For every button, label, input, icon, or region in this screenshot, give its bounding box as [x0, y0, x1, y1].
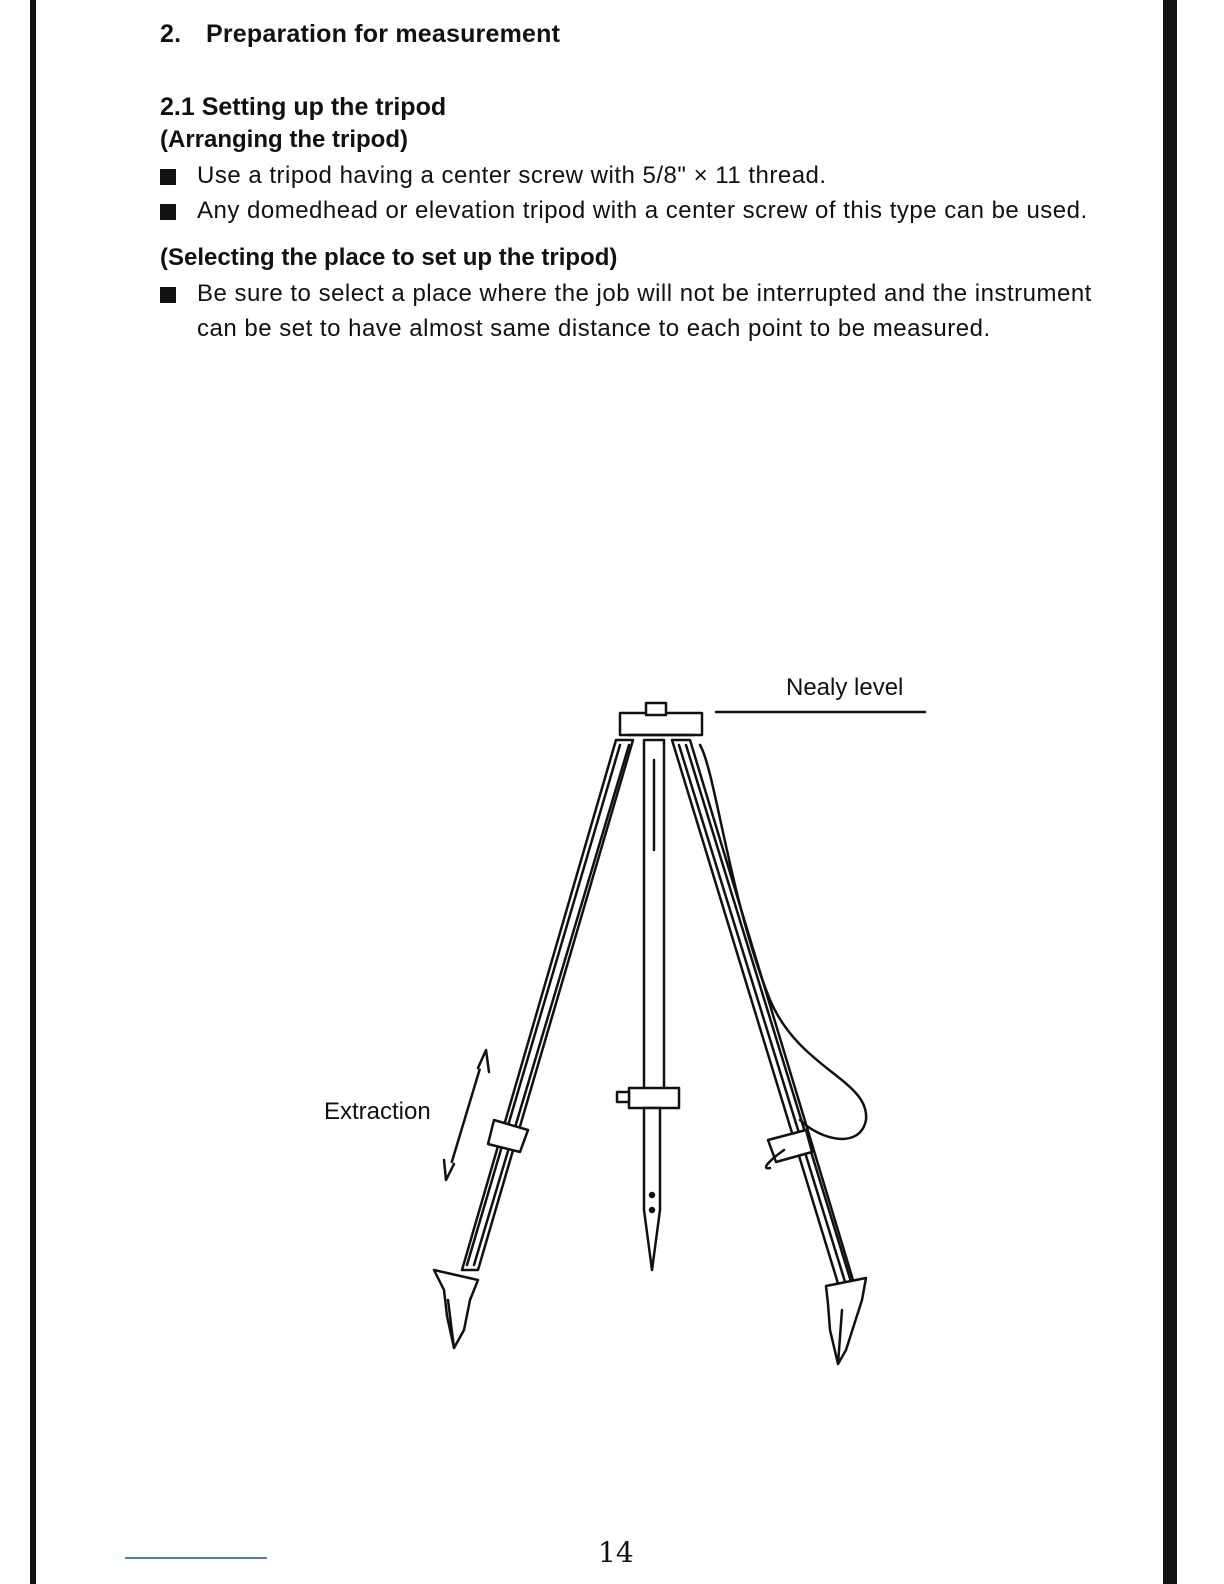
- section-number: 2.: [160, 20, 182, 48]
- selecting-heading: (Selecting the place to set up the tripod): [160, 244, 618, 271]
- page-content: [160, 20, 1100, 346]
- bullet-square-icon: [160, 169, 176, 185]
- list-item: [160, 158, 1100, 193]
- section-heading: [160, 20, 1100, 49]
- bullet-square-icon: [160, 204, 176, 220]
- subsection-heading: 2.1 Setting up the tripod: [160, 93, 447, 121]
- footer-line: [125, 1557, 267, 1559]
- list-item: [160, 193, 1100, 228]
- arranging-bullets: [160, 158, 1100, 228]
- tripod-illustration: [300, 650, 1000, 1410]
- tripod-head: [620, 713, 702, 735]
- bullet-square-icon: [160, 287, 176, 303]
- arranging-heading: (Arranging the tripod): [160, 126, 408, 153]
- tripod-figure: [300, 650, 1000, 1410]
- section-title: Preparation for measurement: [206, 20, 561, 48]
- tripod-leg-right: [672, 740, 866, 1364]
- left-page-border: [30, 0, 36, 1584]
- extraction-arrow: [444, 1050, 489, 1180]
- label-extraction: Extraction: [324, 1098, 431, 1125]
- list-item: [160, 276, 1100, 346]
- label-nearly-level: Nealy level: [786, 674, 904, 701]
- right-page-border: [1163, 0, 1177, 1584]
- selecting-bullets: [160, 276, 1100, 346]
- page-number: 14: [598, 1536, 634, 1569]
- bullet-text: Be sure to select a place where the job will not be interrupted and the instrument can be set to have almost same distance to each point to be measured.: [197, 280, 1092, 342]
- center-screw: [646, 703, 666, 715]
- tripod-leg-left: [434, 740, 633, 1348]
- tripod-leg-center: [617, 740, 679, 1270]
- bullet-text: Any domedhead or elevation tripod with a center screw of this type can be used.: [197, 197, 1088, 224]
- bullet-text: Use a tripod having a center screw with 5/8" × 11 thread.: [197, 162, 827, 189]
